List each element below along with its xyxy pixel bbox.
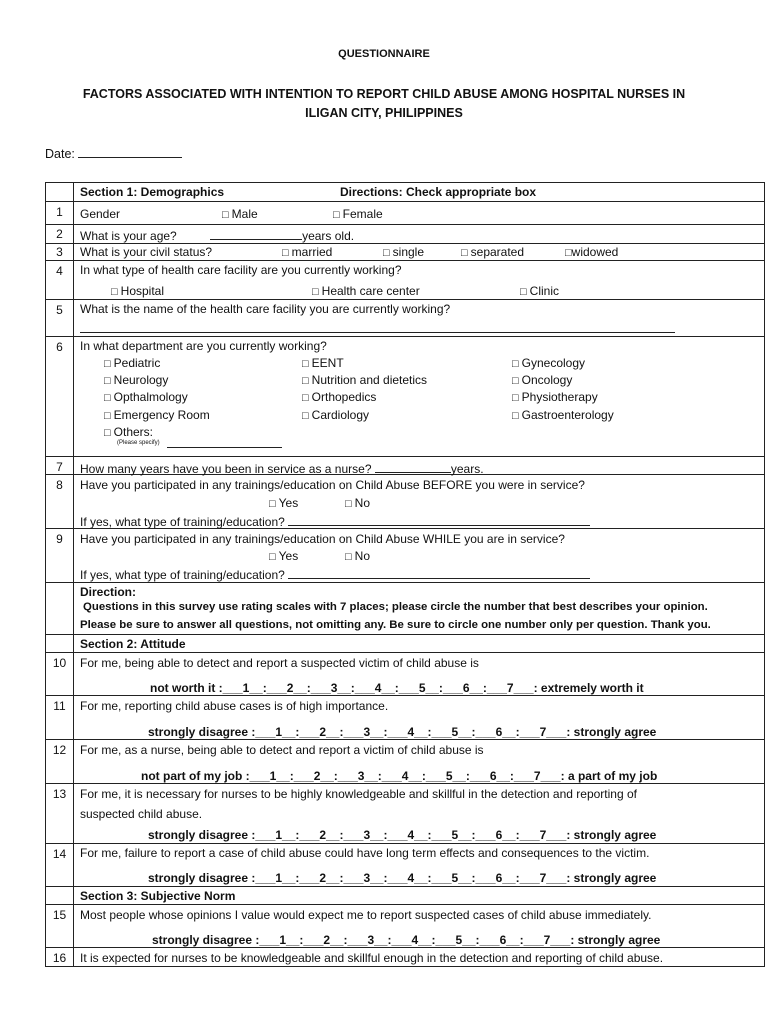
q1-male-checkbox[interactable]: □ Male	[222, 207, 258, 221]
q5-label: What is the name of the health care facility you are currently working?	[80, 302, 451, 316]
direction-title: Direction:	[80, 585, 137, 599]
q6-opthalmology-checkbox[interactable]: □ Opthalmology	[104, 390, 188, 404]
row-number: 5	[56, 303, 63, 317]
q6-emergency-room-checkbox[interactable]: □ Emergency Room	[104, 408, 210, 422]
q9-no-checkbox[interactable]: □ No	[345, 549, 370, 563]
q3-separated-checkbox[interactable]: □ separated	[461, 245, 524, 259]
q13-label-line2: suspected child abuse.	[80, 807, 203, 821]
date-blank[interactable]	[78, 145, 182, 158]
q10-label: For me, being able to detect and report a suspected victim of child abuse is	[80, 656, 479, 670]
q7-suffix: years.	[450, 462, 484, 476]
q6-orthopedics-checkbox[interactable]: □ Orthopedics	[302, 390, 376, 404]
row-number: 15	[52, 908, 67, 922]
q8-followup-label: If yes, what type of training/education?	[80, 515, 285, 529]
row-number: 4	[56, 264, 63, 278]
q6-gastroenterology-checkbox[interactable]: □ Gastroenterology	[512, 408, 614, 422]
q6-specify-note: (Please specify)	[117, 440, 160, 446]
date-field[interactable]	[45, 145, 182, 161]
row-number: 2	[56, 227, 63, 241]
q9-yes-checkbox[interactable]: □ Yes	[269, 549, 298, 563]
row-number: 13	[52, 787, 67, 801]
q6-gynecology-checkbox[interactable]: □ Gynecology	[512, 356, 585, 370]
q6-physiotherapy-checkbox[interactable]: □ Physiotherapy	[512, 390, 598, 404]
q3-widowed-checkbox[interactable]: □widowed	[565, 245, 619, 259]
q9-followup[interactable]	[80, 566, 590, 582]
q6-nutrition-checkbox[interactable]: □ Nutrition and dietetics	[302, 373, 427, 387]
q7-field[interactable]	[80, 460, 484, 476]
section1-title: Section 1: Demographics	[80, 185, 225, 199]
row-number: 8	[56, 478, 63, 492]
q3-single-checkbox[interactable]: □ single	[383, 245, 424, 259]
q8-no-checkbox[interactable]: □ No	[345, 496, 370, 510]
q12-rating-scale[interactable]: not part of my job :___1__:___2__:___3__:___4__:___5__:___6__:___7___: a part of my job	[141, 769, 658, 783]
q10-rating-scale[interactable]: not worth it :___1__:___2__:___3__:___4__:___5__:___6__:___7___: extremely worth it	[150, 681, 644, 695]
q16-label: It is expected for nurses to be knowledgeable and skillful enough in the detection and reporting of child abuse.	[80, 951, 664, 965]
q6-eent-checkbox[interactable]: □ EENT	[302, 356, 344, 370]
q2-age-blank[interactable]	[210, 227, 302, 240]
row-number: 6	[56, 340, 63, 354]
row-number: 11	[53, 699, 66, 713]
q6-label: In what department are you currently working?	[80, 339, 327, 353]
q9-label: Have you participated in any trainings/education on Child Abuse WHILE you are in service?	[80, 532, 565, 546]
q14-rating-scale[interactable]: strongly disagree :___1__:___2__:___3__:___4__:___5__:___6__:___7___: strongly agree	[148, 871, 657, 885]
row-number: 3	[56, 245, 63, 259]
q11-rating-scale[interactable]: strongly disagree :___1__:___2__:___3__:___4__:___5__:___6__:___7___: strongly agree	[148, 725, 657, 739]
q1-female-checkbox[interactable]: □ Female	[333, 207, 383, 221]
q1-label: Gender	[80, 207, 121, 221]
q6-neurology-checkbox[interactable]: □ Neurology	[104, 373, 168, 387]
q4-label: In what type of health care facility are you currently working?	[80, 263, 402, 277]
row-number: 14	[52, 847, 67, 861]
q3-label: What is your civil status?	[80, 245, 213, 259]
q9-followup-label: If yes, what type of training/education?	[80, 568, 285, 582]
section1-directions: Directions: Check appropriate box	[340, 185, 537, 199]
q12-label: For me, as a nurse, being able to detect and report a victim of child abuse is	[80, 743, 484, 757]
row-number: 12	[52, 743, 67, 757]
doc-title-line2: ILIGAN CITY, PHILIPPINES	[305, 106, 463, 120]
q3-widowed-label: widowed	[571, 245, 619, 259]
direction-line1: Questions in this survey use rating scales with 7 places; please circle the number that best describes your opinion.	[83, 601, 708, 613]
q7-label: How many years have you been in service as a nurse?	[80, 462, 372, 476]
section2-title: Section 2: Attitude	[80, 637, 186, 651]
q14-label: For me, failure to report a case of child abuse could have long term effects and consequences to the victim.	[80, 846, 650, 860]
direction-line2: Please be sure to answer all questions, not omitting any. Be sure to circle one number only per question. Thank you.	[80, 619, 711, 631]
row-number: 16	[52, 951, 67, 965]
doc-label: QUESTIONNAIRE	[338, 48, 430, 60]
q11-label: For me, reporting child abuse cases is of high importance.	[80, 699, 389, 713]
row-number: 7	[56, 460, 63, 474]
doc-title-line1: FACTORS ASSOCIATED WITH INTENTION TO REPORT CHILD ABUSE AMONG HOSPITAL NURSES IN	[82, 87, 686, 101]
q15-rating-scale[interactable]: strongly disagree :___1__:___2__:___3__:___4__:___5__:___6__:___7___: strongly agree	[152, 933, 661, 947]
q2-label: What is your age?	[80, 229, 177, 243]
section3-title: Section 3: Subjective Norm	[80, 889, 236, 903]
row-number: 1	[56, 205, 63, 219]
q6-others-blank[interactable]	[167, 447, 282, 448]
q7-years-blank[interactable]	[375, 460, 451, 473]
q4-health-center-checkbox[interactable]: □ Health care center	[312, 284, 420, 298]
q15-label: Most people whose opinions I value would expect me to report suspected cases of child abuse immediately.	[80, 908, 652, 922]
q2-suffix: years old.	[302, 229, 355, 243]
q6-cardiology-checkbox[interactable]: □ Cardiology	[302, 408, 369, 422]
q8-followup[interactable]	[80, 513, 590, 529]
q5-facility-blank[interactable]	[80, 332, 675, 333]
q2-field[interactable]	[80, 227, 354, 243]
q4-hospital-checkbox[interactable]: □ Hospital	[111, 284, 164, 298]
q3-married-checkbox[interactable]: □ married	[282, 245, 332, 259]
row-number: 10	[52, 656, 67, 670]
q9-training-blank[interactable]	[288, 566, 590, 579]
q6-pediatric-checkbox[interactable]: □ Pediatric	[104, 356, 160, 370]
q13-label-line1: For me, it is necessary for nurses to be highly knowledgeable and skillful in the detection and reporting of	[80, 787, 637, 801]
q6-oncology-checkbox[interactable]: □ Oncology	[512, 373, 572, 387]
q8-label: Have you participated in any trainings/education on Child Abuse BEFORE you were in service?	[80, 478, 585, 492]
q13-rating-scale[interactable]: strongly disagree :___1__:___2__:___3__:___4__:___5__:___6__:___7___: strongly agree	[148, 828, 657, 842]
date-label: Date:	[45, 147, 75, 161]
row-number: 9	[56, 532, 63, 546]
q4-clinic-checkbox[interactable]: □ Clinic	[520, 284, 559, 298]
q8-yes-checkbox[interactable]: □ Yes	[269, 496, 298, 510]
q8-training-blank[interactable]	[288, 513, 590, 526]
q6-others-checkbox[interactable]: □ Others:	[104, 425, 153, 439]
